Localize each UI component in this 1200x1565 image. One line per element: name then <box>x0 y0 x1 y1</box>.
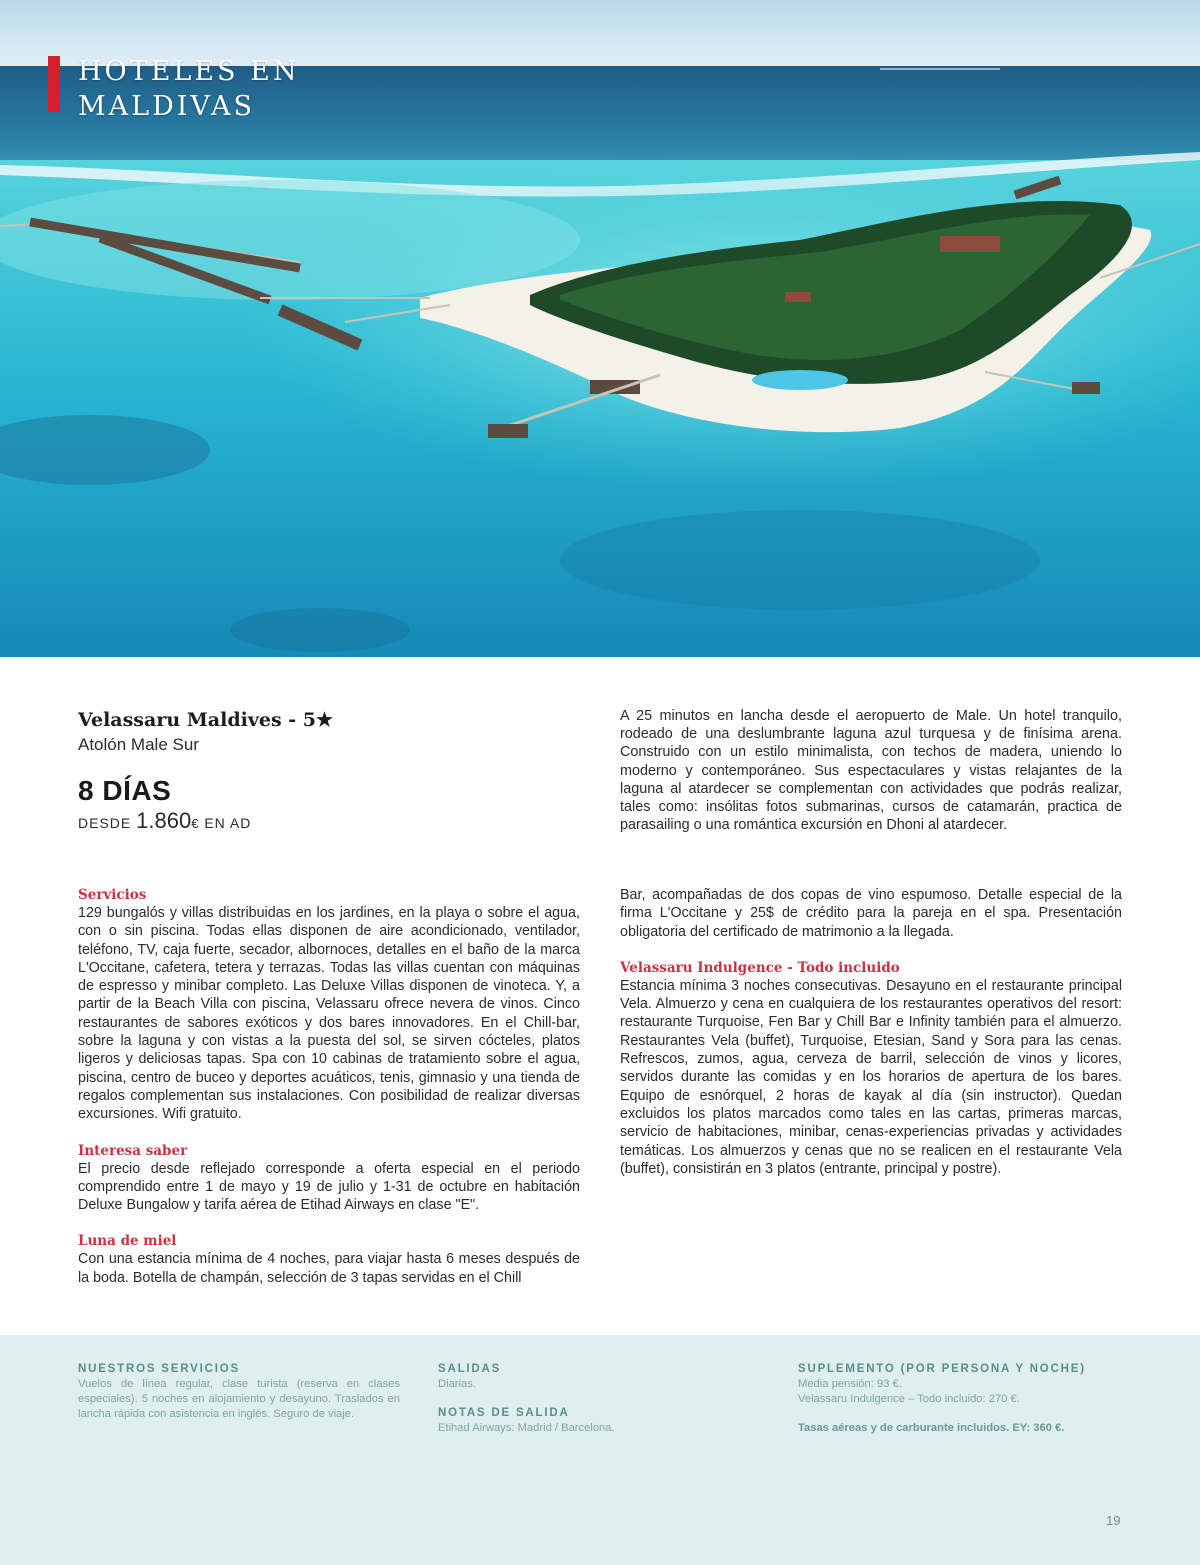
servicios-info-title: NUESTROS SERVICIOS <box>78 1363 240 1375</box>
price-line <box>78 808 251 834</box>
tasas-note: Tasas aéreas y de carburante incluidos. EY: 360 €. <box>798 1422 1065 1434</box>
hotel-location: Atolón Male Sur <box>78 735 199 754</box>
salidas-text: Diarias. <box>438 1378 476 1390</box>
indulgence-heading: Velassaru Indulgence - Todo incluido <box>620 959 900 976</box>
salidas-title: SALIDAS <box>438 1363 502 1375</box>
notas-title: NOTAS DE SALIDA <box>438 1407 570 1419</box>
section-title: HOTELES EN MALDIVAS <box>78 56 300 122</box>
page-number: 19 <box>1106 1513 1121 1528</box>
servicios-text: 129 bungalós y villas distribuidas en los jardines, en la playa o sobre el agua, con o sin piscina. Todas ellas disponen de aire acondicionado, ventilador, teléfono, TV, caja fuerte, secador, albornoces, detalles en el baño de la marca L'Occitane, cafetera, tetera y terrazas. Todas las villas cuentan con máquinas de espresso y minibar completo. Las Deluxe Villas disponen de vinoteca. Y, a partir de la Beach Villa con piscina, Velassaru ofrece nevera de vinos. Cinco restaurantes de sabores exóticos y dos bares innovadores. En el Chill-bar, sobre la laguna y con vistas a la puesta del sol, se sirven cócteles, platos ligeros y deliciosas tapas. Spa con 10 cabinas de tratamiento sobre el agua, piscina, centro de buceo y deportes acuáticos, tenis, gimnasio y una tienda de regalos complementan sus instalaciones. Con posibilidad de realizar diversas excursiones. Wifi gratuito. <box>78 905 580 1123</box>
servicios-info <box>78 1362 400 1422</box>
intro-paragraph: A 25 minutos en lancha desde el aeropuerto de Male. Un hotel tranquilo, rodeado de una deslumbrante laguna azul turquesa y de finísima arena. Construido con un estilo minimalista, con techos de madera, uniendo lo moderno y contemporáneo. Sus espectaculares y vistas relajantes de la laguna al atardecer se complementan con actividades que podrás realizar, tales como: insólitas fotos submarinas, cursos de catamarán, practica de parasailing o una romántica excursión en Dhoni al atardecer. <box>620 708 1122 834</box>
section-tag <box>48 54 299 124</box>
price-suffix: EN AD <box>204 815 252 831</box>
accent-bar <box>48 56 60 112</box>
price-prefix: DESDE <box>78 815 132 831</box>
price-currency: € <box>191 816 200 831</box>
notas-text: Etihad Airways: Madrid / Barcelona. <box>438 1422 615 1434</box>
luna-text-part1: Con una estancia mínima de 4 noches, para viajar hasta 6 meses después de la boda. Botella de champán, selección de 3 tapas servidas en el Chill <box>78 1251 580 1286</box>
interesa-heading: Interesa saber <box>78 1142 188 1159</box>
hero-photo <box>0 0 1200 657</box>
hotel-name: Velassaru Maldives - 5★ <box>78 709 334 731</box>
trip-duration: 8 DÍAS <box>78 775 172 806</box>
price-amount: 1.860 <box>136 808 192 833</box>
salidas-info <box>438 1362 738 1436</box>
suplemento-info <box>798 1362 1128 1436</box>
right-column <box>620 886 1122 1178</box>
luna-text-part2: Bar, acompañadas de dos copas de vino espumoso. Detalle especial de la firma L'Occitane y 25$ de crédito para la pareja en el spa. Presentación obligatoria del certificado de matrimonio a la llegada. <box>620 887 1122 940</box>
indulgence-text: Estancia mínima 3 noches consecutivas. Desayuno en el restaurante principal Vela. Almuerzo y cena en cualquiera de los restaurantes operativos del resort: restaurante Turquoise, Fen Bar y Chill Bar e Infinity también para el almuerzo. Restaurantes Vela (buffet), Turquoise, Etesian, Sand y Sora para las cenas. Refrescos, zumos, agua, cerveza de barril, selección de vinos y licores, servidos durante las comidas y en los horarios de apertura de los bares. Equipo de esnórquel, 2 horas de kayak al día (sin instructor). Quedan excluidos los platos marcados como tales en las cartas, primeras marcas, servicio de habitaciones, minibar, cenas-experiencias privadas y actividades temáticas. Los almuerzos y cenas que no se realicen en el restaurante Vela (buffet), consistirán en 3 platos (entrante, principal y postre). <box>620 977 1122 1177</box>
suplemento-line-2: Velassaru Indulgence – Todo incluido: 270 €. <box>798 1393 1020 1405</box>
interesa-text: El precio desde reflejado corresponde a oferta especial en el periodo comprendido entre 1 de mayo y 19 de julio y 1-31 de octubre en habitación Deluxe Bungalow y tarifa aérea de Etihad Airways en clase "E". <box>78 1160 580 1214</box>
suplemento-line-1: Media pensión: 93 €. <box>798 1378 902 1390</box>
servicios-info-text: Vuelos de línea regular, clase turista (reserva en clases especiales). 5 noches en alojamiento y desayuno. Traslados en lancha rápida con asistencia en inglés. Seguro de viaje. <box>78 1378 400 1420</box>
left-column <box>78 886 580 1287</box>
servicios-heading: Servicios <box>78 887 147 903</box>
suplemento-title: SUPLEMENTO (POR PERSONA Y NOCHE) <box>798 1363 1086 1375</box>
luna-heading: Luna de miel <box>78 1233 177 1250</box>
